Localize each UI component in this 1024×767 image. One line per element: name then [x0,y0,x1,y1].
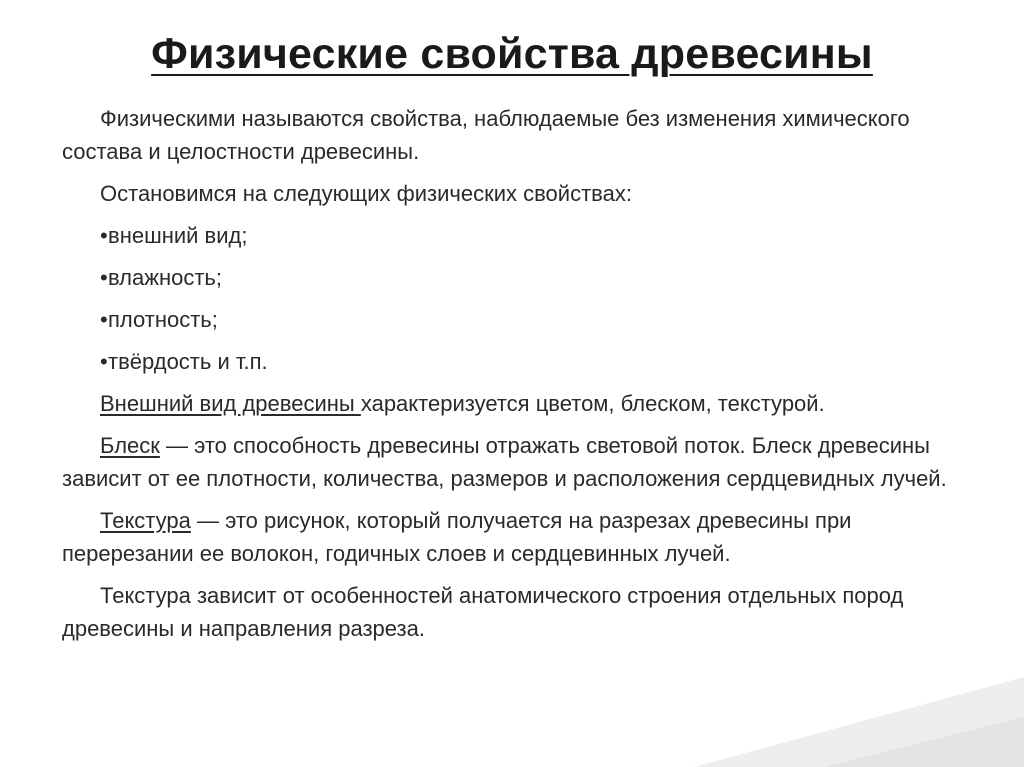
term-luster: Блеск [100,433,160,458]
paragraph-appearance-text: характеризуется цветом, блеском, текстурой. [360,391,825,416]
slide-title: Физические свойства древесины [151,30,873,78]
bullet-text: внешний вид; [108,223,248,248]
bullet-text: твёрдость и т.п. [108,349,268,374]
bullet-marker: • [100,349,108,374]
bullet-item [62,303,982,336]
paragraph-appearance [62,387,982,420]
bullet-marker: • [100,223,108,248]
bullet-item [62,219,982,252]
paragraph-texture-dependency: Текстура зависит от особенностей анатомического строения отдельных пород древесины и направления разреза. [62,583,904,641]
paragraph-intro: Остановимся на следующих физических свойствах: [100,181,632,206]
slide-body [62,102,982,654]
bullet-marker: • [100,265,108,290]
bullet-item [62,345,982,378]
paragraph-texture-text: — это рисунок, который получается на разрезах древесины при перерезании ее волокон, годичных слоев и сердцевинных лучей. [62,508,852,566]
corner-decoration-inner [824,717,1024,767]
term-appearance: Внешний вид древесины [100,391,361,416]
bullet-item [62,261,982,294]
paragraph-definition: Физическими называются свойства, наблюдаемые без изменения химического состава и целостности древесины. [62,106,910,164]
term-texture: Текстура [100,508,191,533]
bullet-text: влажность; [108,265,223,290]
paragraph-texture [62,504,982,570]
bullet-text: плотность; [108,307,218,332]
paragraph-luster-text: — это способность древесины отражать световой поток. Блеск древесины зависит от ее плотности, количества, размеров и расположения сердцевидных лучей. [62,433,947,491]
paragraph-luster [62,429,982,495]
bullet-marker: • [100,307,108,332]
